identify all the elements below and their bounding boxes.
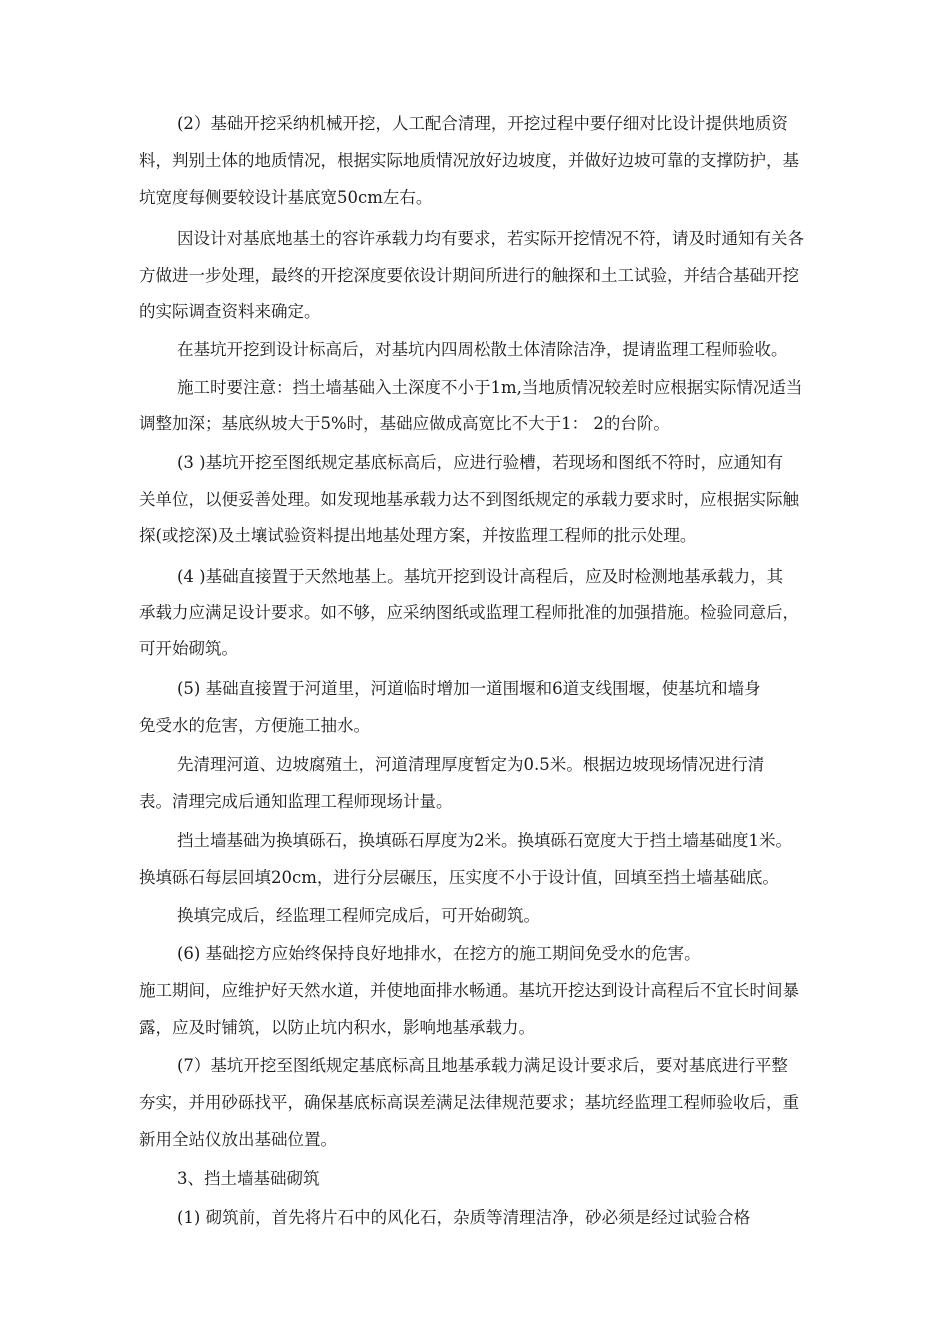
paragraph-notes-line-1: 施工时要注意：挡土墙基础入土深度不小于1m,当地质情况较差时应根据实际情况适当 <box>177 378 803 397</box>
paragraph-4-line-2: 承载力应满足设计要求。如不够，应采纳图纸或监理工程师批准的加强措施。检验同意后， <box>139 603 799 622</box>
paragraph-2-line-1: (2）基础开挖采纳机械开挖，人工配合清理，开挖过程中要仔细对比设计提供地质资 <box>177 114 788 133</box>
paragraph-3-line-3: 探(或挖深)及土壤试验资料提出地基处理方案，并按监理工程师的批示处理。 <box>139 526 697 545</box>
section-heading-3: 3、挡土墙基础砌筑 <box>177 1169 320 1188</box>
paragraph-5-line-1: (5) 基础直接置于河道里，河道临时增加一道围堰和6道支线围堰，使基坑和墙身 <box>177 679 761 698</box>
paragraph-7-line-3: 新用全站仪放出基础位置。 <box>139 1130 337 1149</box>
paragraph-gravel-line-1: 挡土墙基础为换填砾石，换填砾石厚度为2米。换填砾石宽度大于挡土墙基础度1米。 <box>177 831 792 850</box>
paragraph-gravel-line-2: 换填砾石每层回填20cm，进行分层碾压，压实度不小于设计值，回填至挡土墙基础底。 <box>139 868 779 887</box>
paragraph-drainage-line-2: 露，应及时铺筑，以防止坑内积水，影响地基承载力。 <box>139 1018 535 1037</box>
paragraph-2-line-3: 坑宽度每侧要较设计基底宽50cm左右。 <box>139 188 433 207</box>
paragraph-drainage-line-1: 施工期间，应维护好天然水道，并使地面排水畅通。基坑开挖达到设计高程后不宜长时间暴 <box>139 981 799 1000</box>
paragraph-inspection-line-1: 在基坑开挖到设计标高后，对基坑内四周松散土体清除洁净，提请监理工程师验收。 <box>177 340 788 359</box>
paragraph-2-line-2: 料，判别土体的地质情况，根据实际地质情况放好边坡度，并做好边坡可靠的支撑防护，基 <box>139 151 799 170</box>
paragraph-masonry-start-line-1: 换填完成后，经监理工程师完成后，可开始砌筑。 <box>177 906 540 925</box>
paragraph-7-line-2: 夯实，并用砂砾找平，确保基底标高误差满足法律规范要求；基坑经监理工程师验收后，重 <box>139 1093 799 1112</box>
paragraph-bearing-line-3: 的实际调查资料来确定。 <box>139 302 321 321</box>
paragraph-3-line-1: (3 )基坑开挖至图纸规定基底标高后，应进行验槽，若现场和图纸不符时，应通知有 <box>177 453 784 472</box>
paragraph-clearing-line-2: 表。清理完成后通知监理工程师现场计量。 <box>139 792 453 811</box>
paragraph-clearing-line-1: 先清理河道、边坡腐殖土，河道清理厚度暂定为0.5米。根据边坡现场情况进行清 <box>177 755 765 774</box>
paragraph-6-line-1: (6) 基础挖方应始终保持良好地排水，在挖方的施工期间免受水的危害。 <box>177 944 701 963</box>
paragraph-7-line-1: (7）基坑开挖至图纸规定基底标高且地基承载力满足设计要求后，要对基底进行平整 <box>177 1056 788 1075</box>
paragraph-3-line-2: 关单位，以便妥善处理。如发现地基承载力达不到图纸规定的承载力要求时，应根据实际触 <box>139 490 799 509</box>
paragraph-bearing-line-1: 因设计对基底地基土的容许承载力均有要求，若实际开挖情况不符，请及时通知有关各 <box>177 229 804 248</box>
paragraph-masonry-1-line-1: (1) 砌筑前，首先将片石中的风化石，杂质等清理洁净，砂必须是经过试验合格 <box>177 1208 751 1227</box>
paragraph-4-line-3: 可开始砌筑。 <box>139 639 238 658</box>
paragraph-notes-line-2: 调整加深；基底纵坡大于5%时，基础应做成高宽比不大于1： 2的台阶。 <box>139 414 670 433</box>
paragraph-4-line-1: (4 )基础直接置于天然地基上。基坑开挖到设计高程后，应及时检测地基承载力，其 <box>177 567 784 586</box>
paragraph-bearing-line-2: 方做进一步处理，最终的开挖深度要依设计期间所进行的触探和土工试验，并结合基础开挖 <box>139 266 799 285</box>
paragraph-5-line-2: 免受水的危害，方便施工抽水。 <box>139 716 370 735</box>
